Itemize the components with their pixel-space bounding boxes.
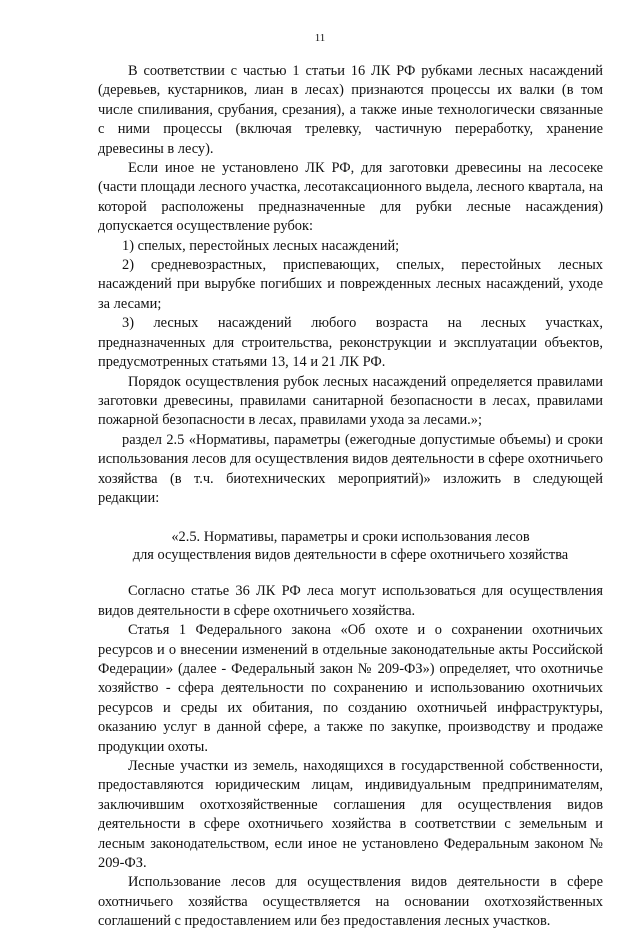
list-item-1: 1) спелых, перестойных лесных насаждений; [122,237,400,254]
paragraph-federal-law: Статья 1 Федерального закона «Об охоте и о сохранении охотничьих ресурсов и о внесении изменений в отдельные законодательные акты Российской Федерации» (далее - Федеральный закон № 209-ФЗ») определяет, что охотничье хозяйство - сфера деятельности по сохранению и использованию охотничьих ресурсов и среды их обитания, по созданию охотничьей инфраструктуры, оказанию услуг в данной сфере, а также по закупке, производству и продаже продукции охоты. [98,622,603,755]
page-number: 11 [314,32,326,44]
section-heading-line-1: «2.5. Нормативы, параметры и сроки использования лесов [171,529,530,546]
list-item-3: 3) лесных насаждений любого возраста на лесных участках, предназначенных для строительства, реконструкции и эксплуатации объектов, предусмотренных статьями 13, 14 и 21 ЛК РФ. [98,315,603,371]
section-heading-line-2: для осуществления видов деятельности в сфере охотничьего хозяйства [132,547,569,564]
paragraph-land-plots: Лесные участки из земель, находящихся в государственной собственности, предоставляются юридическим лицам, индивидуальным предпринимателям, заключившим охотхозяйственные соглашения для осуществления видов деятельности в сфере охотничьего хозяйства в соответствии с земельным и лесным законодательством, если иное не установлено Федеральным законом № 209-ФЗ. [98,758,603,872]
section-heading [98,528,603,564]
paragraph-article-36: Согласно статье 36 ЛК РФ леса могут использоваться для осуществления видов деятельности в сфере охотничьего хозяйства. [98,583,603,619]
paragraph-forest-use: Использование лесов для осуществления видов деятельности в сфере охотничьего хозяйства осуществляется на основании охотхозяйственных соглашений с предоставлением или без предоставления лесных участков. [98,874,603,930]
list-item-2: 2) средневозрастных, приспевающих, спелых, перестойных лесных насаждений при вырубке погибших и поврежденных лесных насаждений, уходе за лесами; [98,257,603,312]
paragraph-felling-permitted: Если иное не установлено ЛК РФ, для заготовки древесины на лесосеке (части площади лесного участка, лесотаксационного выдела, лесного квартала, на которой расположены предназначенные для рубки лесные насаждения) допускается осуществление рубок: [98,160,603,235]
document-body [98,62,603,932]
paragraph-felling-definition: В соответствии с частью 1 статьи 16 ЛК РФ рубками лесных насаждений (деревьев, кустарников, лиан в лесах) признаются процессы их валки (в том числе спиливания, срубания, срезания), а также иные технологически связанные с ними процессы (включая трелевку, частичную переработку, хранение древесины в лесу). [98,63,603,157]
paragraph-section-amendment: раздел 2.5 «Нормативы, параметры (ежегодные допустимые объемы) и сроки использования лесов для осуществления видов деятельности в сфере охотничьего хозяйства (в т.ч. биотехнических мероприятий)» изложить в следующей редакции: [98,431,603,506]
paragraph-felling-procedure: Порядок осуществления рубок лесных насаждений определяется правилами заготовки древесины, правилами санитарной безопасности в лесах, правилами пожарной безопасности в лесах, правилами ухода за лесами.»; [98,373,603,429]
